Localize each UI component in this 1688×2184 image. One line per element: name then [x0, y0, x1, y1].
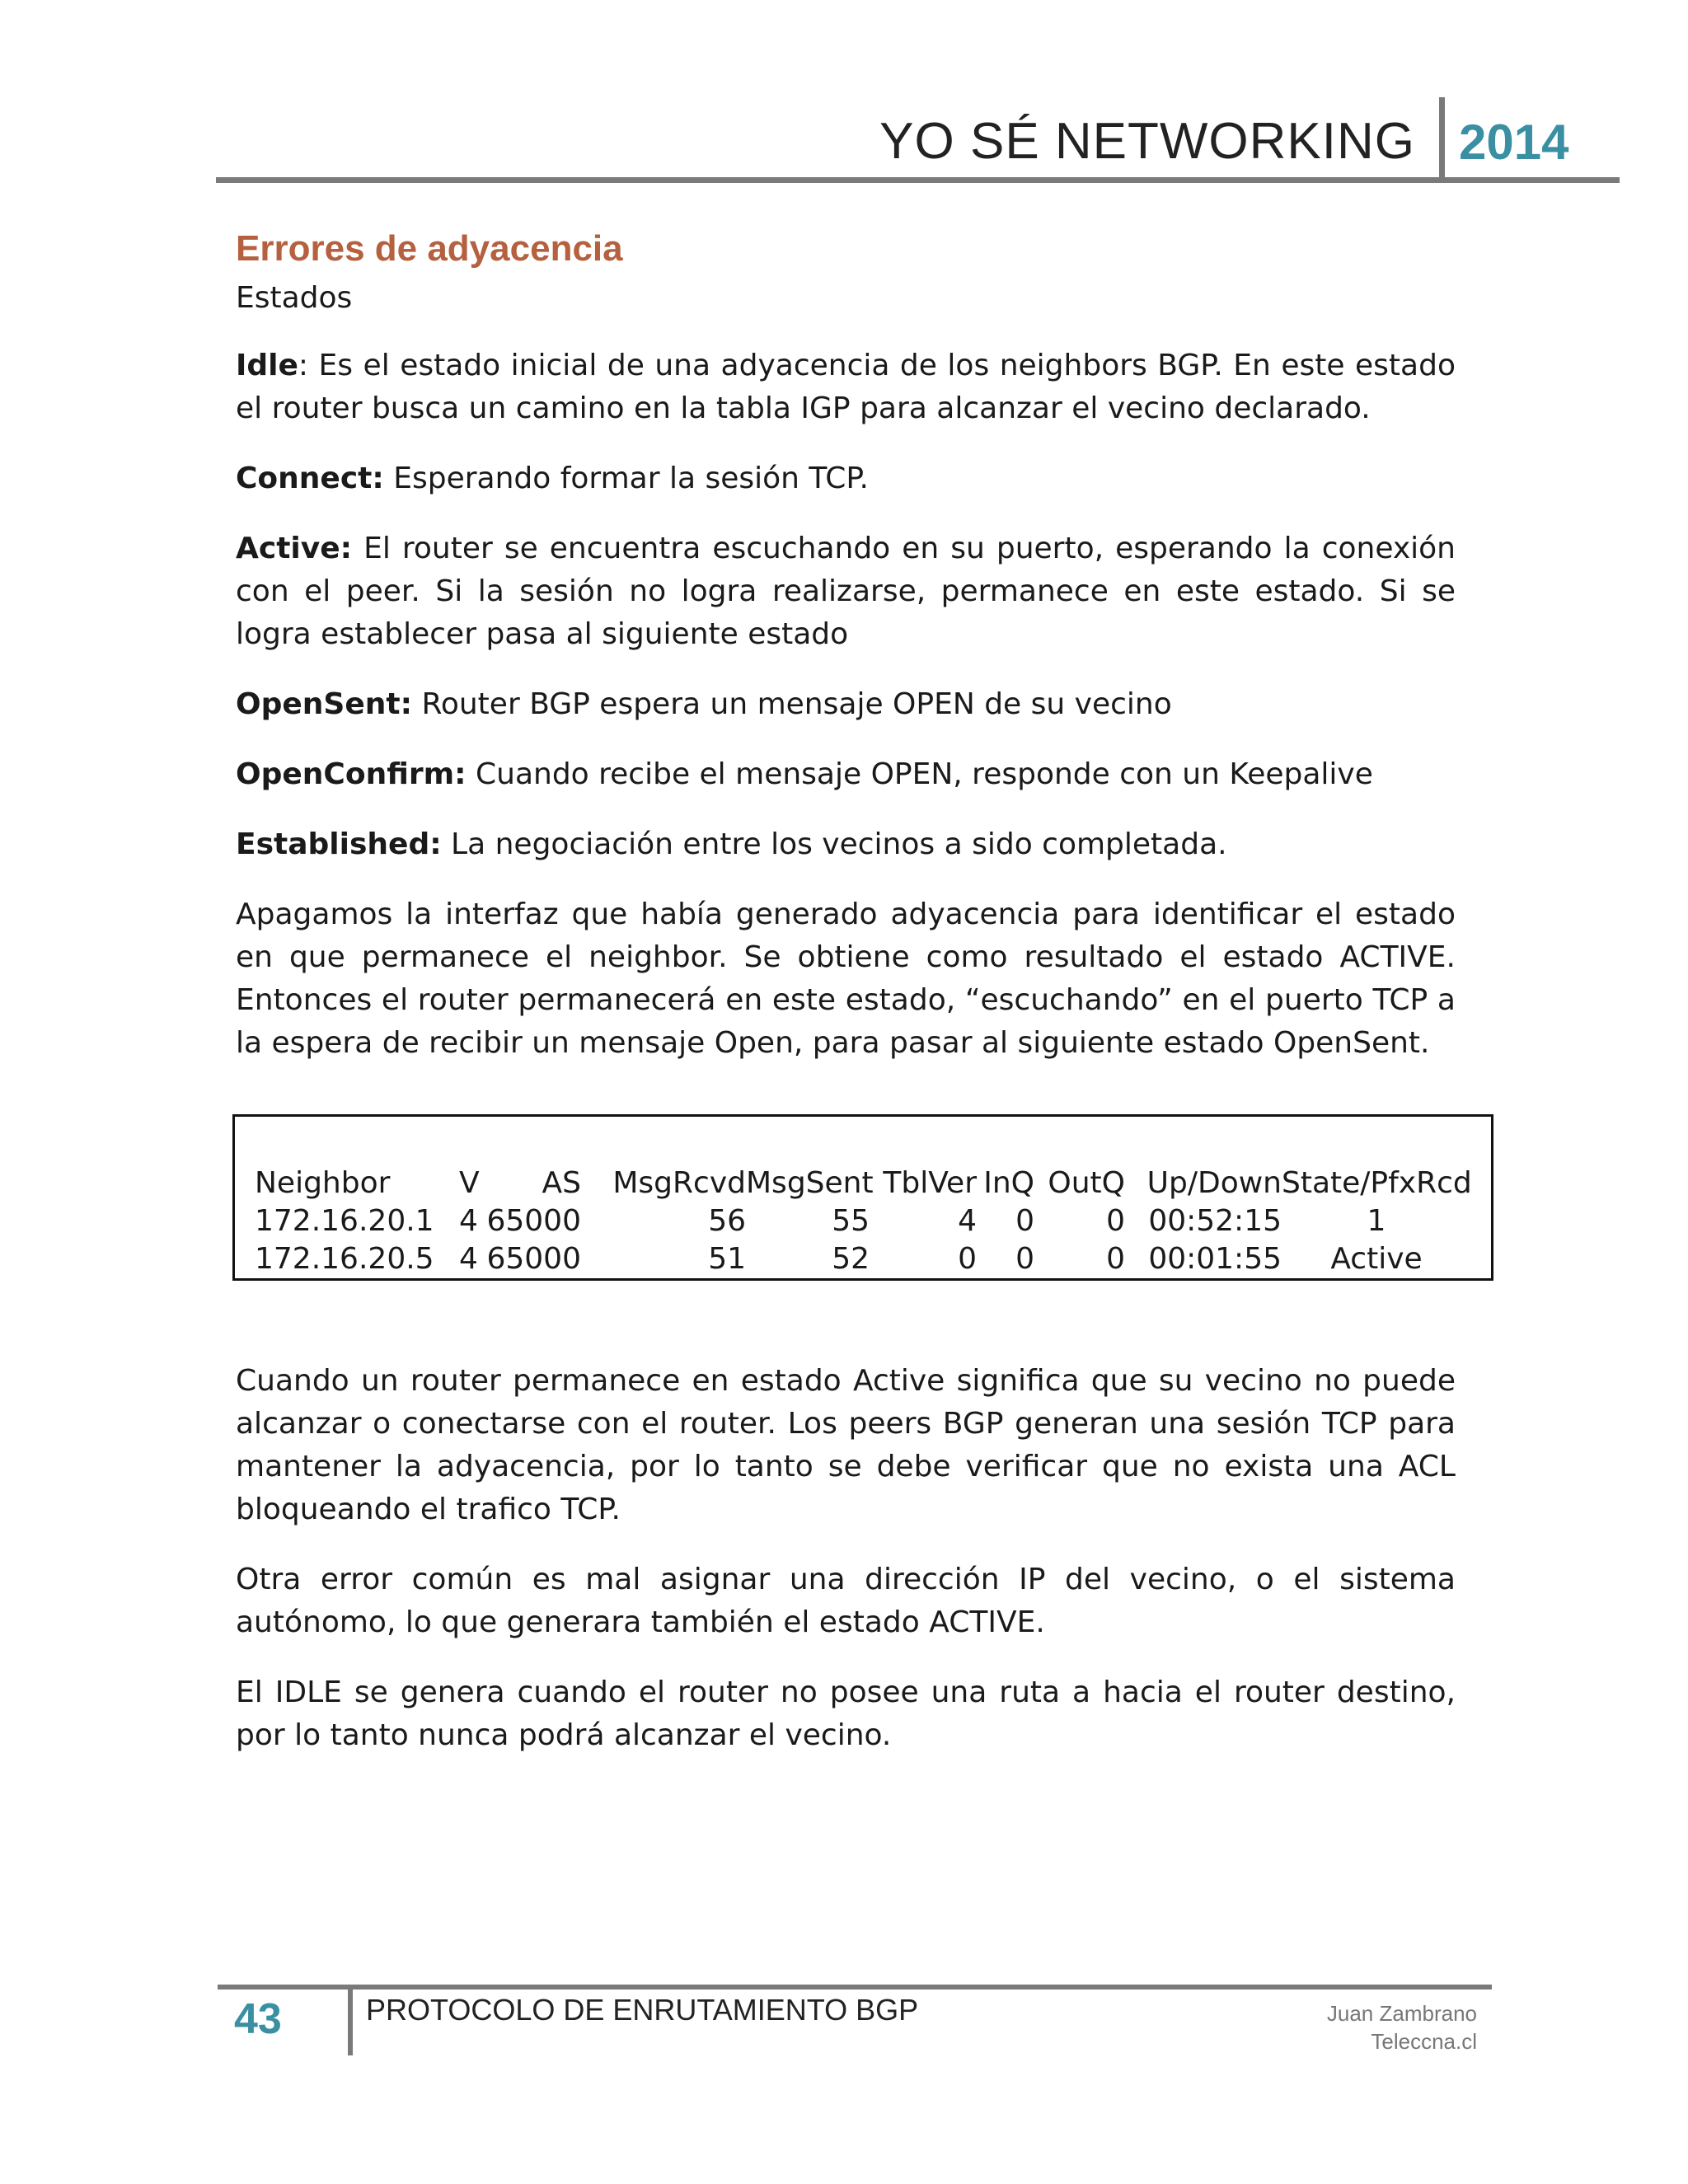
footer-title: PROTOCOLO DE ENRUTAMIENTO BGP: [366, 1993, 919, 2027]
table-cell: 4: [459, 1204, 478, 1238]
table-row: [255, 1202, 1491, 1240]
header-cell: MsgSent: [746, 1166, 874, 1200]
header-divider: [1439, 97, 1445, 180]
state-term: Established:: [236, 827, 442, 861]
state-description: El router se encuentra escuchando en su puerto, esperando la conexión con el peer. Si la sesión no logra realizarse, permanece en este estado. Si se logra establecer pasa al siguiente estado: [236, 532, 1456, 651]
intro-paragraph: Apagamos la interfaz que había generado adyacencia para identificar el estado en que permanece el neighbor. Se obtiene como resultado el estado ACTIVE. Entonces el router permanecerá en este estado, “escuchando” en el puerto TCP a la espera de recibir un mensaje Open, para pasar al siguiente estado OpenSent.: [236, 898, 1456, 1060]
header-cell: TblVer: [883, 1166, 977, 1200]
footer-author: Juan Zambrano: [1326, 2001, 1477, 2026]
state-opensent: [236, 683, 1456, 726]
state-idle: [236, 344, 1456, 430]
table-cell: 4: [459, 1242, 478, 1276]
footer-divider: [348, 1986, 353, 2055]
table-cell: 00:52:15: [1148, 1204, 1282, 1238]
table-cell: 52: [832, 1242, 870, 1276]
state-term: OpenSent:: [236, 687, 412, 721]
state-term: Connect:: [236, 462, 384, 495]
state-description: La negociación entre los vecinos a sido completada.: [441, 827, 1227, 861]
state-term: OpenConfirm:: [236, 757, 467, 791]
table-cell: 55: [832, 1204, 870, 1238]
table-cell: 65000: [486, 1204, 581, 1238]
header-cell: MsgRcvd: [612, 1166, 746, 1200]
table-cell: 172.16.20.1: [255, 1204, 434, 1238]
table-cell: Active: [1330, 1242, 1423, 1276]
state-established: [236, 823, 1456, 866]
section-title: Errores de adyacencia: [236, 228, 623, 269]
bgp-summary-output: [232, 1114, 1493, 1281]
state-description: Router BGP espera un mensaje OPEN de su vecino: [412, 687, 1172, 721]
table-cell: 172.16.20.5: [255, 1242, 434, 1276]
table-cell: 56: [708, 1204, 746, 1238]
header-cell: OutQ: [1048, 1166, 1125, 1200]
state-active: [236, 527, 1456, 656]
header-title: YO SÉ NETWORKING: [879, 113, 1415, 170]
closing-paragraph-ip-error: Otra error común es mal asignar una dirección IP del vecino, o el sistema autónomo, lo que generara también el estado ACTIVE.: [236, 1563, 1456, 1639]
table-cell: 00:01:55: [1148, 1242, 1282, 1276]
state-description: Esperando formar la sesión TCP.: [383, 462, 869, 495]
table-cell: 0: [1015, 1242, 1034, 1276]
header-cell: InQ: [983, 1166, 1034, 1200]
footer-site: Teleccna.cl: [1371, 2029, 1477, 2054]
state-openconfirm: [236, 753, 1456, 796]
table-cell: 0: [958, 1242, 977, 1276]
closing-paragraph-idle: El IDLE se genera cuando el router no posee una ruta a hacia el router destino, por lo tanto nunca podrá alcanzar el vecino.: [236, 1675, 1456, 1752]
table-cell: 4: [958, 1204, 977, 1238]
page-content: [236, 221, 1472, 1784]
header-year: 2014: [1459, 115, 1569, 170]
state-connect: [236, 457, 1456, 500]
table-cell: 0: [1106, 1242, 1125, 1276]
table-cell: 51: [708, 1242, 746, 1276]
footer-rule: [218, 1985, 1492, 1990]
page-header: [216, 97, 1617, 183]
header-cell: Up/Down: [1146, 1166, 1282, 1200]
state-description: : Es el estado inicial de una adyacencia de los neighbors BGP. En este estado el router busca un camino en la tabla IGP para alcanzar el vecino declarado.: [236, 349, 1456, 425]
header-cell: V: [459, 1166, 480, 1200]
state-description: Cuando recibe el mensaje OPEN, responde con un Keepalive: [466, 757, 1373, 791]
table-cell: 0: [1015, 1204, 1034, 1238]
table-cell: 1: [1367, 1204, 1386, 1238]
header-cell: Neighbor: [255, 1166, 391, 1200]
table-header-row: [255, 1165, 1491, 1202]
table-cell: 65000: [486, 1242, 581, 1276]
header-cell: State/PfxRcd: [1282, 1166, 1472, 1200]
table-row: [255, 1240, 1491, 1278]
page-number: 43: [234, 1995, 282, 2043]
state-term: Idle: [236, 349, 298, 382]
section-subtitle: Estados: [236, 281, 353, 315]
header-cell: AS: [542, 1166, 581, 1200]
footer-author-block: [1327, 1999, 1477, 2055]
closing-paragraph-active: Cuando un router permanece en estado Active significa que su vecino no puede alcanzar o conectarse con el router. Los peers BGP generan una sesión TCP para mantener la adyacencia, por lo tanto se debe verificar que no exista una ACL bloqueando el trafico TCP.: [236, 1364, 1456, 1526]
table-cell: 0: [1106, 1204, 1125, 1238]
header-rule: [216, 177, 1620, 183]
state-term: Active:: [236, 532, 353, 565]
